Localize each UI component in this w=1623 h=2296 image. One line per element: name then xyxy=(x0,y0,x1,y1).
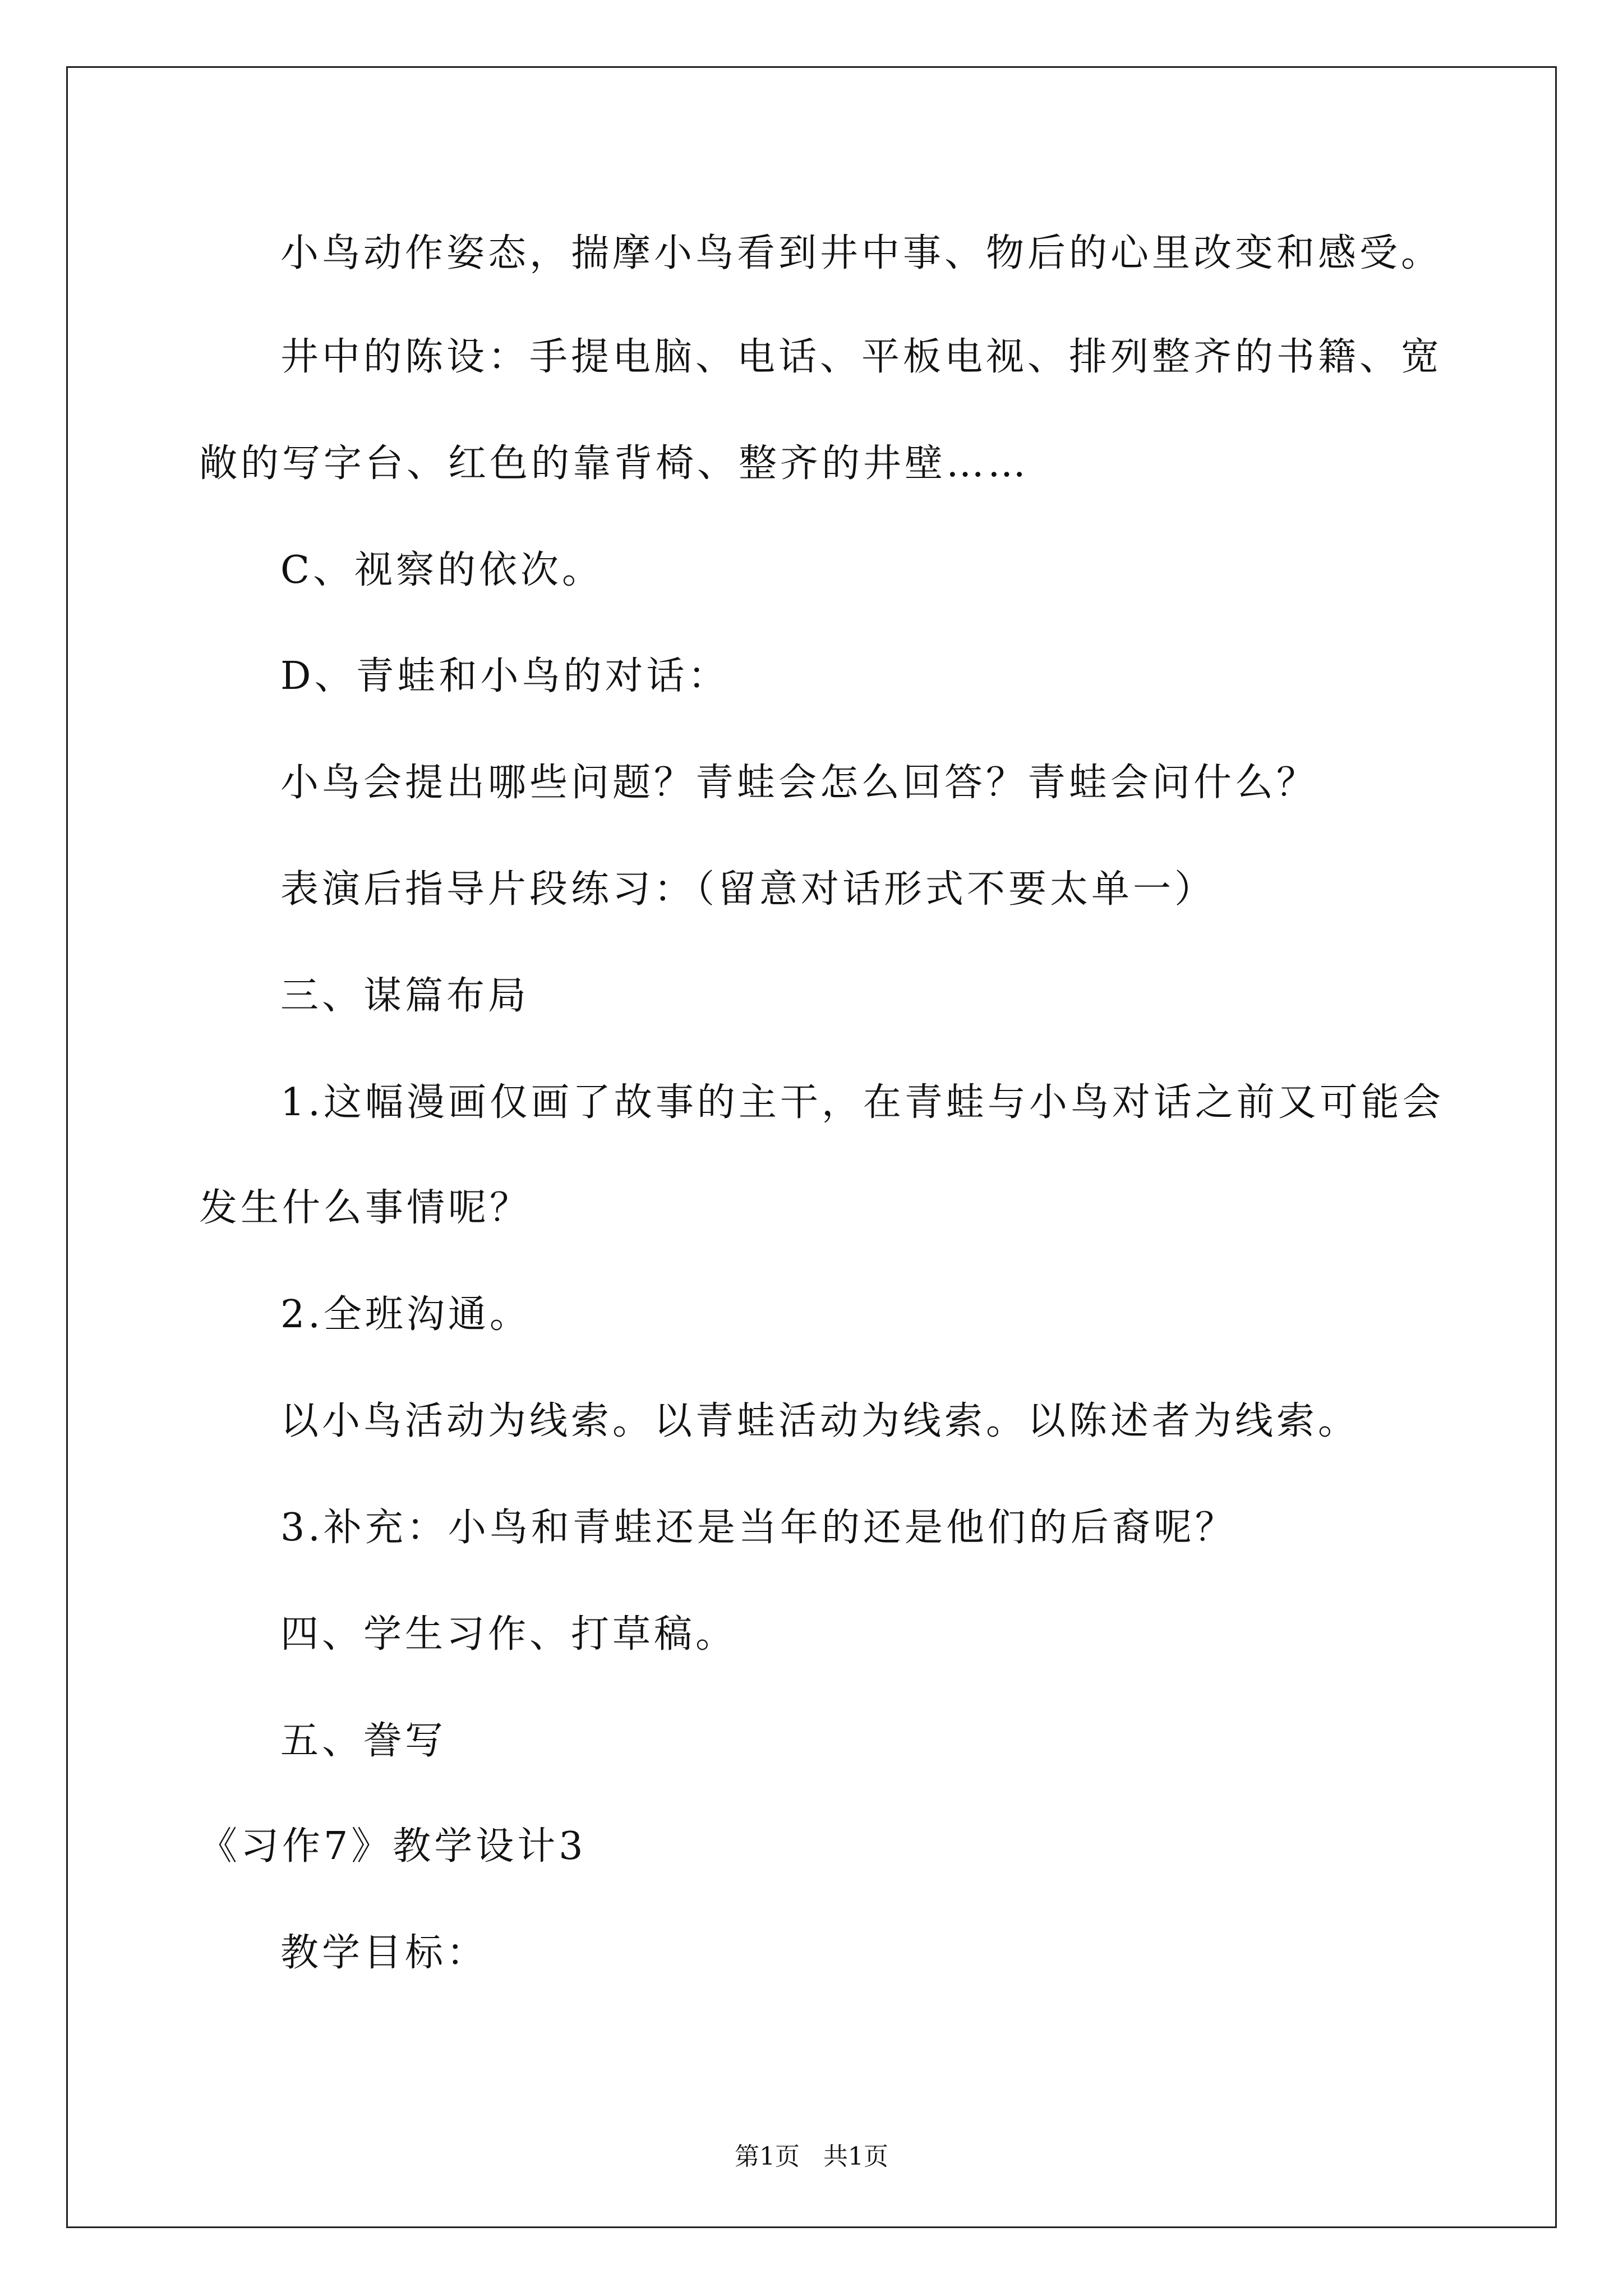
section-heading: 五、誊写 xyxy=(280,1719,447,1763)
text-line: 以小鸟活动为线索。以青蛙活动为线索。以陈述者为线索。 xyxy=(280,1399,1360,1443)
text-line: C、视察的依次。 xyxy=(280,548,604,592)
text-line: 发生什么事情呢？ xyxy=(199,1186,532,1230)
text-line: 1.这幅漫画仅画了故事的主干，在青蛙与小鸟对话之前又可能会 xyxy=(280,1080,1444,1125)
text-line: D、青蛙和小鸟的对话： xyxy=(280,654,730,698)
text-line: 小鸟动作姿态，揣摩小鸟看到井中事、物后的心里改变和感受。 xyxy=(280,231,1443,275)
text-line: 井中的陈设：手提电脑、电话、平板电视、排列整齐的书籍、宽 xyxy=(280,335,1443,379)
text-line: 3.补充：小鸟和青蛙还是当年的还是他们的后裔呢？ xyxy=(280,1506,1237,1550)
text-line: 表演后指导片段练习：（留意对话形式不要太单一） xyxy=(280,867,1216,912)
text-line: 敞的写字台、红色的靠背椅、整齐的井壁…… xyxy=(199,441,1030,486)
section-heading: 四、学生习作、打草稿。 xyxy=(280,1612,737,1657)
page-number-footer: 第1页 共1页 xyxy=(735,2142,888,2171)
page-border xyxy=(66,66,1557,2228)
document-title: 《习作7》教学设计3 xyxy=(199,1824,587,1869)
section-heading: 三、谋篇布局 xyxy=(280,974,530,1018)
text-line: 小鸟会提出哪些问题？青蛙会怎么回答？青蛙会问什么？ xyxy=(280,761,1318,805)
text-line: 教学目标： xyxy=(280,1931,488,1975)
text-line: 2.全班沟通。 xyxy=(280,1292,531,1337)
